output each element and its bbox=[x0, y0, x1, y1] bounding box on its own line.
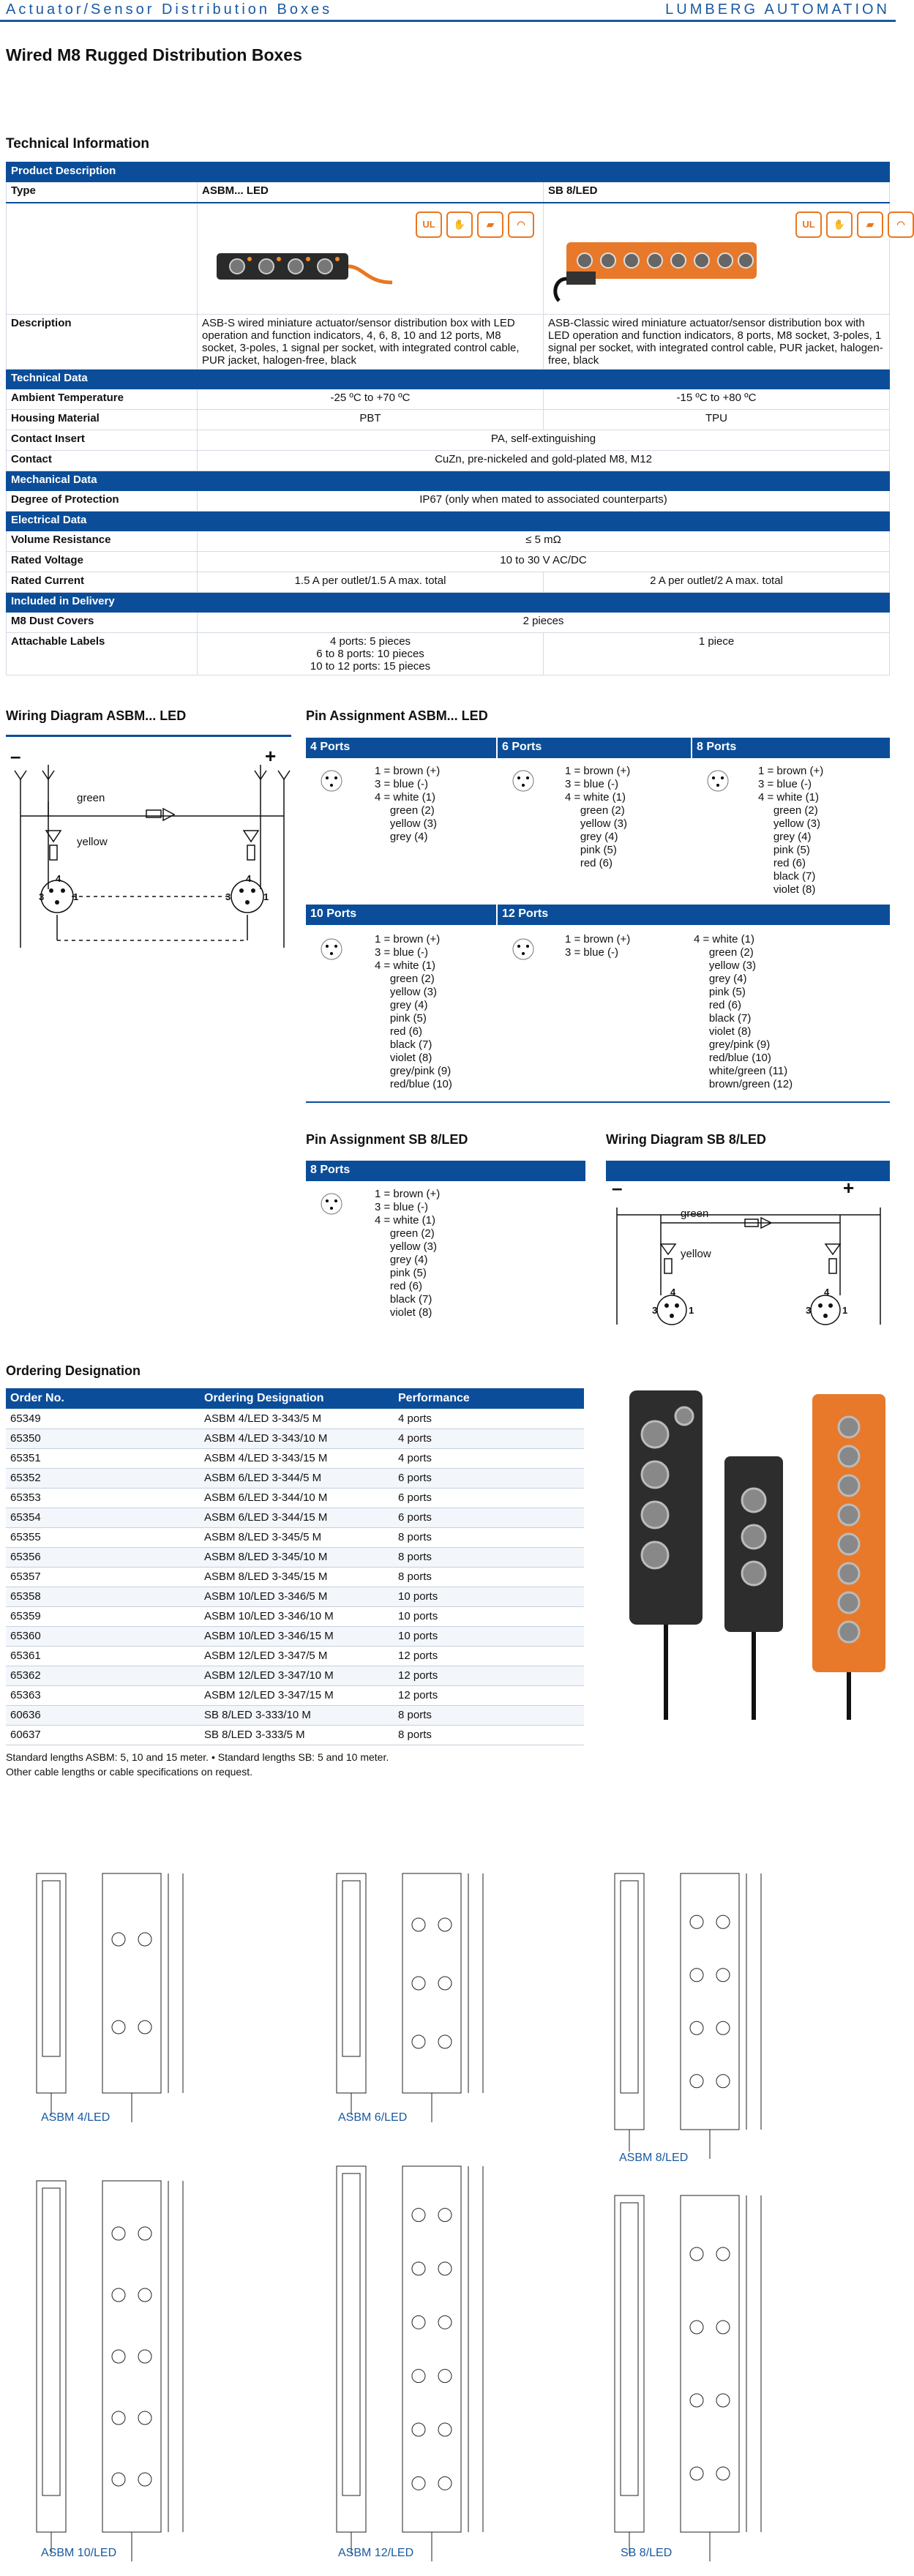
order-no-cell: 65358 bbox=[6, 1587, 200, 1606]
drawing-asbm4 bbox=[37, 1873, 183, 2122]
designation-cell: ASBM 8/LED 3-345/5 M bbox=[200, 1527, 394, 1547]
pin-10ports-header: 10 Ports bbox=[306, 905, 496, 925]
halogen-free-icon: ◠ bbox=[888, 211, 914, 238]
pin-sb-text: 1 = brown (+) 3 = blue (-) 4 = white (1) green (2) yellow (3) grey (4) pink (5) red (6) black (7) violet (8) bbox=[375, 1188, 441, 1319]
product-image-sb bbox=[544, 203, 905, 315]
pin-12ports-header: 12 Ports bbox=[498, 905, 890, 925]
table-row bbox=[6, 1646, 584, 1666]
plus-sign: + bbox=[265, 745, 277, 767]
drawing-asbm6 bbox=[337, 1873, 483, 2122]
page-title: Wired M8 Rugged Distribution Boxes bbox=[6, 45, 302, 64]
wiring-sb-title: Wiring Diagram SB 8/LED bbox=[606, 1132, 766, 1147]
header-brand: LUMBERG AUTOMATION bbox=[665, 1, 890, 18]
pin-4ports-connector-icon bbox=[313, 763, 350, 799]
asbm-box-image bbox=[217, 231, 400, 312]
col-order-no: Order No. bbox=[6, 1388, 200, 1409]
type-b: SB 8/LED bbox=[544, 182, 890, 203]
rated-current-b: 2 A per outlet/2 A max. total bbox=[544, 572, 890, 592]
table-row bbox=[6, 1468, 584, 1488]
oil-resistance-icon: ▰ bbox=[857, 211, 883, 238]
ordering-note-2: Other cable lengths or cable specifications on request. bbox=[6, 1766, 252, 1778]
ordering-note-1: Standard lengths ASBM: 5, 10 and 15 meter. • Standard lengths SB: 5 and 10 meter. bbox=[6, 1751, 389, 1763]
drawing-label-asbm8: ASBM 8/LED bbox=[619, 2152, 689, 2164]
designation-cell: ASBM 4/LED 3-343/5 M bbox=[200, 1409, 394, 1429]
order-no-cell: 65359 bbox=[6, 1606, 200, 1626]
table-row bbox=[6, 1606, 584, 1626]
designation-cell: ASBM 4/LED 3-343/15 M bbox=[200, 1448, 394, 1468]
drawing-asbm8 bbox=[615, 1873, 761, 2159]
order-no-cell: 65362 bbox=[6, 1666, 200, 1685]
order-no-cell: 60636 bbox=[6, 1705, 200, 1725]
contact-value: CuZn, pre-nickeled and gold-plated M8, M12 bbox=[198, 450, 890, 471]
performance-cell: 6 ports bbox=[394, 1508, 584, 1527]
attachable-labels-a bbox=[198, 632, 544, 675]
order-no-cell: 65349 bbox=[6, 1409, 200, 1429]
mechanical-data-header: Mechanical Data bbox=[7, 471, 890, 490]
hand-icon: ✋ bbox=[826, 211, 853, 238]
table-row bbox=[6, 1587, 584, 1606]
order-no-cell: 65355 bbox=[6, 1527, 200, 1547]
col-performance: Performance bbox=[394, 1388, 584, 1409]
sb-box-image bbox=[552, 228, 793, 308]
type-a: ASBM... LED bbox=[198, 182, 544, 203]
drawing-sb8 bbox=[615, 2195, 761, 2561]
table-row bbox=[6, 1527, 584, 1547]
product-description-header: Product Description bbox=[7, 162, 890, 182]
rated-voltage-label: Rated Voltage bbox=[7, 551, 198, 572]
ambient-label: Ambient Temperature bbox=[7, 389, 198, 409]
order-no-cell: 65352 bbox=[6, 1468, 200, 1488]
performance-cell: 4 ports bbox=[394, 1429, 584, 1448]
svg-text:1: 1 bbox=[689, 1305, 694, 1316]
ambient-a: -25 ºC to +70 ºC bbox=[198, 389, 544, 409]
svg-text:1: 1 bbox=[842, 1305, 848, 1316]
wiring-asbm-diagram bbox=[6, 765, 295, 955]
designation-cell: ASBM 10/LED 3-346/5 M bbox=[200, 1587, 394, 1606]
designation-cell: ASBM 8/LED 3-345/10 M bbox=[200, 1547, 394, 1567]
svg-text:1: 1 bbox=[263, 891, 269, 902]
designation-cell: ASBM 4/LED 3-343/10 M bbox=[200, 1429, 394, 1448]
labels-a-line3: 10 to 12 ports: 15 pieces bbox=[310, 659, 431, 673]
pin-8ports-header: 8 Ports bbox=[692, 738, 890, 758]
technical-table bbox=[6, 162, 905, 675]
pin-12ports-text-a: 1 = brown (+) 3 = blue (-) bbox=[565, 933, 631, 959]
performance-cell: 12 ports bbox=[394, 1685, 584, 1705]
designation-cell: ASBM 12/LED 3-347/10 M bbox=[200, 1666, 394, 1685]
contact-label: Contact bbox=[7, 450, 198, 471]
pin-6ports-connector-icon bbox=[505, 763, 542, 799]
protection-label: Degree of Protection bbox=[7, 490, 198, 511]
pin-6ports-text: 1 = brown (+) 3 = blue (-) 4 = white (1) green (2) yellow (3) grey (4) pink (5) red (6) bbox=[565, 765, 631, 869]
svg-text:4: 4 bbox=[670, 1287, 676, 1298]
sb-plus-sign: + bbox=[843, 1177, 855, 1199]
svg-text:3: 3 bbox=[225, 891, 231, 902]
dust-covers-value: 2 pieces bbox=[198, 612, 890, 632]
ordering-table bbox=[6, 1388, 584, 1745]
header-category: Actuator/Sensor Distribution Boxes bbox=[6, 1, 333, 18]
contact-insert-value: PA, self-extinguishing bbox=[198, 430, 890, 450]
performance-cell: 4 ports bbox=[394, 1409, 584, 1429]
approval-badges-a bbox=[416, 211, 534, 238]
pin-12ports-connector-icon bbox=[505, 931, 542, 967]
ul-badge-icon: UL bbox=[416, 211, 442, 238]
protection-value: IP67 (only when mated to associated counterparts) bbox=[198, 490, 890, 511]
drawing-label-asbm12: ASBM 12/LED bbox=[338, 2547, 414, 2559]
minus-sign: – bbox=[10, 745, 21, 767]
ambient-b: -15 ºC to +80 ºC bbox=[544, 389, 890, 409]
hand-icon: ✋ bbox=[446, 211, 473, 238]
housing-a: PBT bbox=[198, 409, 544, 430]
ul-badge-icon: UL bbox=[795, 211, 822, 238]
pin-8ports-connector-icon bbox=[700, 763, 736, 799]
table-row bbox=[6, 1547, 584, 1567]
pin-6ports-header: 6 Ports bbox=[498, 738, 691, 758]
housing-label: Housing Material bbox=[7, 409, 198, 430]
performance-cell: 10 ports bbox=[394, 1606, 584, 1626]
table-row bbox=[6, 1488, 584, 1508]
designation-cell: SB 8/LED 3-333/5 M bbox=[200, 1725, 394, 1745]
yellow-label: yellow bbox=[77, 836, 108, 848]
rated-current-label: Rated Current bbox=[7, 572, 198, 592]
svg-text:3: 3 bbox=[39, 891, 45, 902]
order-no-cell: 65361 bbox=[6, 1646, 200, 1666]
pin-sb-title: Pin Assignment SB 8/LED bbox=[306, 1132, 468, 1147]
electrical-data-header: Electrical Data bbox=[7, 511, 890, 531]
housing-b: TPU bbox=[544, 409, 890, 430]
table-row bbox=[6, 1685, 584, 1705]
rated-voltage-value: 10 to 30 V AC/DC bbox=[198, 551, 890, 572]
performance-cell: 12 ports bbox=[394, 1646, 584, 1666]
table-row bbox=[6, 1626, 584, 1646]
performance-cell: 10 ports bbox=[394, 1626, 584, 1646]
col-designation: Ordering Designation bbox=[200, 1388, 394, 1409]
product-photo bbox=[615, 1376, 893, 1727]
order-no-cell: 60637 bbox=[6, 1725, 200, 1745]
performance-cell: 10 ports bbox=[394, 1587, 584, 1606]
drawing-asbm10 bbox=[37, 2181, 183, 2561]
labels-a-line1: 4 ports: 5 pieces bbox=[329, 634, 411, 648]
designation-cell: ASBM 6/LED 3-344/15 M bbox=[200, 1508, 394, 1527]
svg-text:1: 1 bbox=[73, 891, 79, 902]
description-label: Description bbox=[7, 314, 198, 369]
performance-cell: 8 ports bbox=[394, 1527, 584, 1547]
table-row bbox=[6, 1705, 584, 1725]
designation-cell: ASBM 8/LED 3-345/15 M bbox=[200, 1567, 394, 1587]
pin-sb-connector-icon bbox=[313, 1186, 350, 1222]
designation-cell: ASBM 12/LED 3-347/5 M bbox=[200, 1646, 394, 1666]
performance-cell: 6 ports bbox=[394, 1488, 584, 1508]
type-label: Type bbox=[7, 182, 198, 203]
order-no-cell: 65357 bbox=[6, 1567, 200, 1587]
table-row bbox=[6, 1508, 584, 1527]
order-no-cell: 65353 bbox=[6, 1488, 200, 1508]
svg-text:3: 3 bbox=[652, 1305, 658, 1316]
table-row bbox=[6, 1666, 584, 1685]
pin-asbm-bottom-rule bbox=[306, 1101, 890, 1103]
table-row bbox=[6, 1725, 584, 1745]
table-row bbox=[6, 1567, 584, 1587]
order-no-cell: 65351 bbox=[6, 1448, 200, 1468]
performance-cell: 6 ports bbox=[394, 1468, 584, 1488]
drawing-label-asbm6: ASBM 6/LED bbox=[338, 2111, 408, 2124]
order-no-cell: 65356 bbox=[6, 1547, 200, 1567]
technical-drawings bbox=[0, 1815, 896, 2576]
order-no-cell: 65360 bbox=[6, 1626, 200, 1646]
pin-4ports-header: 4 Ports bbox=[306, 738, 496, 758]
order-no-cell: 65350 bbox=[6, 1429, 200, 1448]
pin-10ports-connector-icon bbox=[313, 931, 350, 967]
attachable-labels-label: Attachable Labels bbox=[7, 632, 198, 675]
pin-4ports-text: 1 = brown (+) 3 = blue (-) 4 = white (1) green (2) yellow (3) grey (4) bbox=[375, 765, 441, 843]
drawing-label-sb8: SB 8/LED bbox=[621, 2547, 673, 2559]
approval-badges-b bbox=[795, 211, 914, 238]
svg-text:4: 4 bbox=[246, 873, 252, 884]
description-a: ASB-S wired miniature actuator/sensor distribution box with LED operation and function indicators, 4, 6, 8, 10 and 12 ports, M8 socket, 3-poles, 1 signal per socket, with integrated control cable, PUR jacket, halogen-free, black bbox=[198, 314, 544, 369]
pin-10ports-text: 1 = brown (+) 3 = blue (-) 4 = white (1) green (2) yellow (3) grey (4) pink (5) red (6) black (7) violet (8) grey/pink (9) red/blue (10) bbox=[375, 933, 452, 1090]
sb-yellow-label: yellow bbox=[681, 1248, 711, 1260]
designation-cell: ASBM 6/LED 3-344/10 M bbox=[200, 1488, 394, 1508]
rated-current-a: 1.5 A per outlet/1.5 A max. total bbox=[198, 572, 544, 592]
designation-cell: ASBM 10/LED 3-346/10 M bbox=[200, 1606, 394, 1626]
svg-text:4: 4 bbox=[824, 1287, 830, 1298]
pin-asbm-title: Pin Assignment ASBM... LED bbox=[306, 708, 488, 723]
order-no-cell: 65354 bbox=[6, 1508, 200, 1527]
table-row bbox=[6, 1448, 584, 1468]
contact-insert-label: Contact Insert bbox=[7, 430, 198, 450]
performance-cell: 4 ports bbox=[394, 1448, 584, 1468]
wiring-asbm-rule bbox=[6, 735, 291, 737]
labels-a-line2: 6 to 8 ports: 10 pieces bbox=[316, 647, 424, 660]
sb-minus-sign: – bbox=[612, 1177, 623, 1199]
pin-8ports-text: 1 = brown (+) 3 = blue (-) 4 = white (1) green (2) yellow (3) grey (4) pink (5) red (6) black (7) violet (8) bbox=[758, 765, 824, 896]
wiring-sb-diagram bbox=[606, 1193, 891, 1339]
table-row bbox=[6, 1409, 584, 1429]
page-header bbox=[0, 0, 896, 25]
dust-covers-label: M8 Dust Covers bbox=[7, 612, 198, 632]
volume-resistance-label: Volume Resistance bbox=[7, 531, 198, 551]
designation-cell: ASBM 10/LED 3-346/15 M bbox=[200, 1626, 394, 1646]
designation-cell: ASBM 12/LED 3-347/15 M bbox=[200, 1685, 394, 1705]
pin-sb-8ports-header: 8 Ports bbox=[306, 1161, 585, 1181]
included-header: Included in Delivery bbox=[7, 592, 890, 612]
drawing-label-asbm10: ASBM 10/LED bbox=[41, 2547, 117, 2559]
ordering-title: Ordering Designation bbox=[6, 1363, 141, 1378]
technical-information-title: Technical Information bbox=[6, 136, 150, 151]
oil-resistance-icon: ▰ bbox=[477, 211, 503, 238]
drawing-asbm12 bbox=[337, 2166, 483, 2561]
order-no-cell: 65363 bbox=[6, 1685, 200, 1705]
svg-text:3: 3 bbox=[806, 1305, 812, 1316]
drawing-label-asbm4: ASBM 4/LED bbox=[41, 2111, 110, 2124]
svg-text:4: 4 bbox=[56, 873, 61, 884]
performance-cell: 8 ports bbox=[394, 1705, 584, 1725]
performance-cell: 12 ports bbox=[394, 1666, 584, 1685]
description-b: ASB-Classic wired miniature actuator/sensor distribution box with LED operation and function indicators, 8 ports, M8 socket, 3-poles, 1 signal per socket, with integrated control cable, PUR jacket, halogen-free, black bbox=[544, 314, 890, 369]
volume-resistance-value: ≤ 5 mΩ bbox=[198, 531, 890, 551]
pin-12ports-text-b: 4 = white (1) green (2) yellow (3) grey (4) pink (5) red (6) black (7) violet (8) grey/pink (9) red/blue (10) white/green (11) brown/green (12) bbox=[694, 933, 793, 1090]
technical-data-header: Technical Data bbox=[7, 369, 890, 389]
performance-cell: 8 ports bbox=[394, 1567, 584, 1587]
product-image-asbm bbox=[198, 203, 544, 315]
wiring-asbm-title: Wiring Diagram ASBM... LED bbox=[6, 708, 187, 723]
performance-cell: 8 ports bbox=[394, 1547, 584, 1567]
attachable-labels-b: 1 piece bbox=[544, 632, 890, 675]
green-label: green bbox=[77, 792, 105, 804]
sb-green-label: green bbox=[681, 1208, 709, 1220]
halogen-free-icon: ◠ bbox=[508, 211, 534, 238]
designation-cell: ASBM 6/LED 3-344/5 M bbox=[200, 1468, 394, 1488]
table-row bbox=[6, 1429, 584, 1448]
designation-cell: SB 8/LED 3-333/10 M bbox=[200, 1705, 394, 1725]
header-rule bbox=[0, 20, 896, 22]
performance-cell: 8 ports bbox=[394, 1725, 584, 1745]
